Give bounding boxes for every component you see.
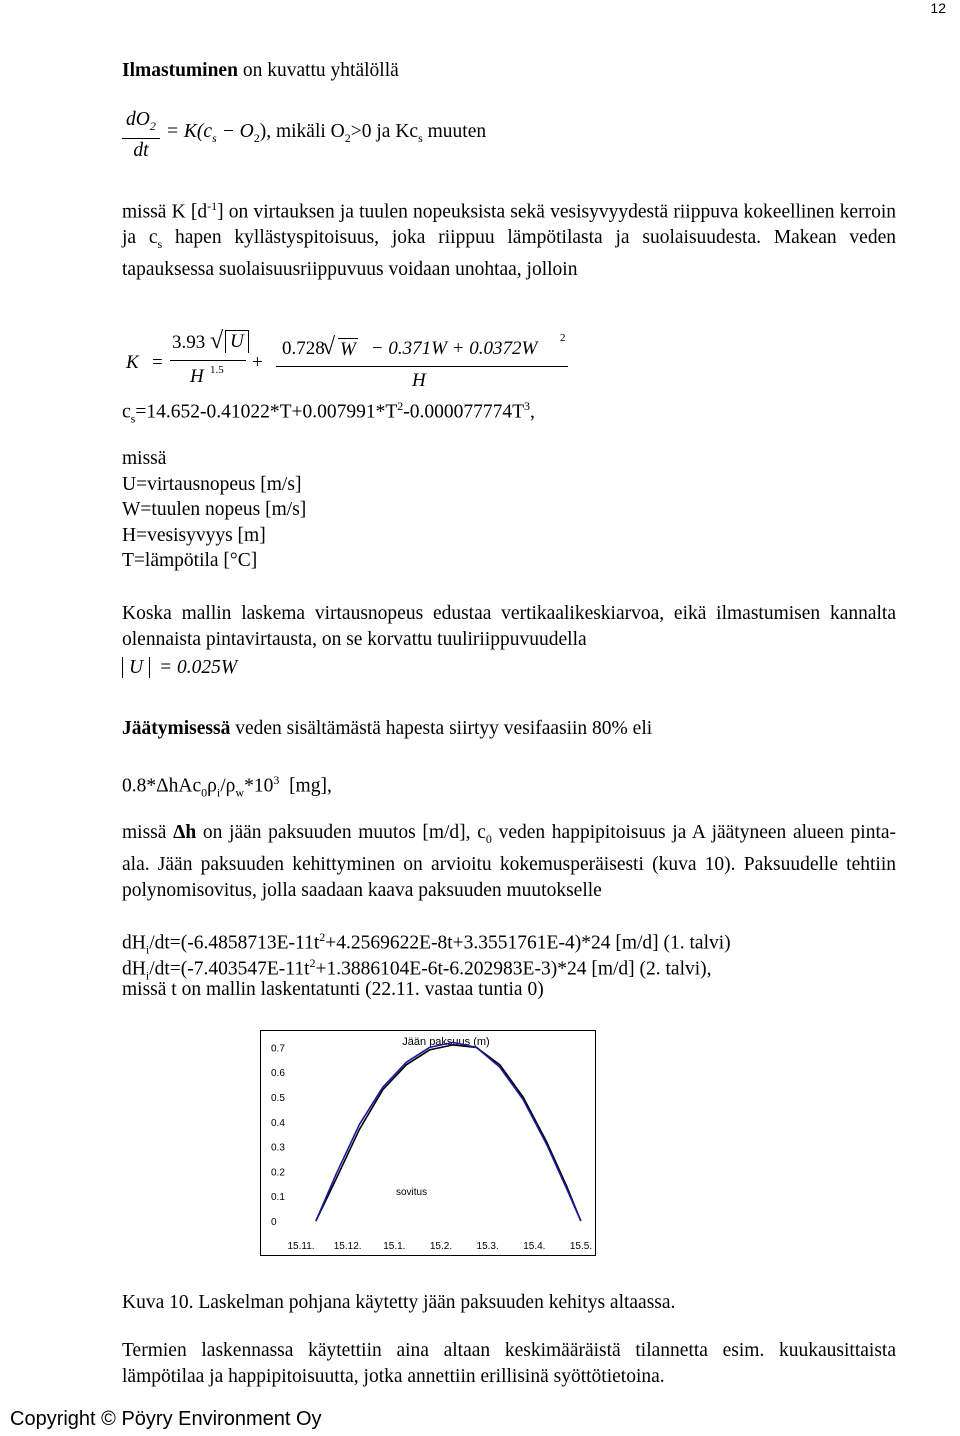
eq1-cond: , mikäli O bbox=[266, 121, 345, 143]
intro-line bbox=[122, 58, 399, 84]
where-item: W=tuulen nopeus [m/s] bbox=[122, 499, 307, 520]
eq3-b-sup: 2 bbox=[397, 399, 404, 413]
eq3-c-sup: 3 bbox=[524, 399, 531, 413]
p4-bold: Δh bbox=[173, 822, 197, 843]
where-item: U=virtausnopeus [m/s] bbox=[122, 473, 302, 495]
p1-a-sup: -1 bbox=[207, 199, 218, 213]
x-tick-label: 15.3. bbox=[476, 1241, 499, 1252]
eq2-t2-a: 0.728 bbox=[282, 338, 325, 359]
eq1-rhs-sub: s bbox=[212, 131, 217, 146]
y-tick-label: 0.7 bbox=[271, 1043, 285, 1055]
equation-3 bbox=[122, 394, 535, 432]
y-tick-label: 0.3 bbox=[271, 1142, 285, 1154]
eq2-t2-line bbox=[276, 366, 568, 367]
eq3-a: c bbox=[122, 401, 131, 423]
eq5-b-sub: i bbox=[216, 785, 221, 800]
p1-b-sub: s bbox=[157, 236, 163, 251]
x-tick-label: 15.4. bbox=[523, 1241, 546, 1252]
eq2-k: K bbox=[126, 352, 139, 373]
eq2-t2-c: − 0.371W + 0.0372W bbox=[366, 338, 538, 359]
footer-copyright: Copyright © Pöyry Environment Oy bbox=[10, 1408, 322, 1430]
eq1-cond-sub2: s bbox=[418, 131, 423, 146]
eq1-cond-end: >0 ja Kc bbox=[350, 121, 419, 143]
page-number: 12 bbox=[930, 0, 946, 16]
eq1-rhs-mid-sub: 2 bbox=[253, 131, 260, 146]
f1-c: +4.2569622E-8t+3.3551761E-4)*24 [m/d] (1. talvi) bbox=[325, 932, 731, 954]
p4-b-sub: 0 bbox=[485, 831, 492, 846]
f1-b-sup: 2 bbox=[319, 930, 326, 944]
p1-a: missä K [d bbox=[122, 201, 208, 223]
eq2-plus: + bbox=[252, 352, 263, 373]
eq3-d: , bbox=[530, 401, 535, 423]
x-tick-label: 15.5. bbox=[569, 1241, 593, 1252]
f2-a-sub: i bbox=[145, 968, 150, 983]
eq2-t1-den: H bbox=[190, 366, 204, 387]
eq1-cond-tail: muuten bbox=[422, 121, 487, 143]
eq4-rest: = 0.025W bbox=[158, 657, 238, 678]
where-block bbox=[122, 446, 306, 574]
figure-caption: Kuva 10. Laskelman pohjana käytetty jään paksuuden kehitys altaassa. bbox=[122, 1292, 676, 1313]
equation-5 bbox=[122, 768, 332, 806]
paragraph-2: Koska mallin laskema virtausnopeus edustaa vertikaalikeskiarvoa, eikä ilmastumisen kannalta olennaista pintavirtausta, on se korvattu tuuliriippuvuudella bbox=[122, 603, 896, 650]
f2-b: /dt=(-7.403547E-11t bbox=[149, 958, 310, 980]
f2-a: dH bbox=[122, 958, 146, 980]
eq1-fraction bbox=[122, 108, 160, 163]
y-tick-label: 0.6 bbox=[271, 1068, 285, 1080]
eq5-a-sub: 0 bbox=[201, 785, 208, 800]
equation-1 bbox=[122, 108, 486, 163]
chart-svg bbox=[261, 1031, 595, 1255]
where-label: missä bbox=[122, 448, 167, 469]
f2-b-sup: 2 bbox=[309, 956, 316, 970]
p4-a: missä bbox=[122, 822, 174, 843]
eq1-num: dO bbox=[126, 109, 150, 130]
eq1-num-sub: 2 bbox=[149, 118, 156, 133]
eq3-c: -0.000077774T bbox=[403, 401, 525, 423]
y-tick-label: 0 bbox=[271, 1217, 277, 1228]
eq2-t1-coef: 3.93 bbox=[172, 332, 206, 353]
y-tick-label: 0.1 bbox=[271, 1192, 285, 1204]
x-tick-label: 15.2. bbox=[429, 1241, 453, 1252]
p1-b: ] on virtauksen ja tuulen nopeuksista sekä vesisyvyydestä riippuva kokeellinen kerroin ja c bbox=[122, 201, 896, 248]
eq3-a-sub: s bbox=[130, 411, 136, 426]
formula-3: missä t on mallin laskentatunti (22.11. vastaa tuntia 0) bbox=[122, 979, 544, 1000]
paragraph-1 bbox=[122, 194, 896, 283]
y-tick-label: 0.2 bbox=[271, 1167, 285, 1179]
y-tick-label: 0.4 bbox=[271, 1117, 285, 1129]
eq1-rhs-a: = K(c bbox=[165, 121, 213, 143]
y-tick-label: 0.5 bbox=[271, 1093, 285, 1104]
eq2-t1-den-sup: 1.5 bbox=[210, 364, 224, 376]
where-item: T=lämpötila [°C] bbox=[122, 550, 258, 571]
chart-title: Jään paksuus (m) bbox=[402, 1036, 490, 1048]
eq2-t2-b: W bbox=[340, 339, 356, 360]
x-tick-label: 15.1. bbox=[383, 1241, 406, 1252]
p4-c: veden happipitoisuus ja A jäätyneen alueen pinta-ala. Jään paksuuden kehittyminen on arvioitu kokemusperäisesti (kuva 10). Paksuudelle tehtiin polynomisovitus, jolla saadaan kaava paksuuden muutokselle bbox=[122, 822, 897, 901]
f1-a-sub: i bbox=[145, 942, 150, 957]
equation-2 bbox=[122, 326, 602, 392]
f2-c: +1.3886104E-6t-6.202983E-3)*24 [m/d] (2. talvi), bbox=[315, 958, 712, 980]
x-tick-label: 15.11. bbox=[287, 1241, 315, 1252]
p3-rest: veden sisältämästä hapesta siirtyy vesifaasiin 80% eli bbox=[230, 718, 653, 739]
x-tick-label: 15.12. bbox=[333, 1241, 362, 1252]
f1-b: /dt=(-6.4858713E-11t bbox=[149, 932, 320, 954]
eq5-e: [mg], bbox=[279, 775, 332, 797]
sqrt-sign-2: √ bbox=[322, 334, 336, 360]
eq3-b: =14.652-0.41022*T+0.007991*T bbox=[135, 401, 398, 423]
eq1-den: dt bbox=[133, 139, 149, 161]
eq5-d-sup: 3 bbox=[273, 773, 280, 787]
where-item: H=vesisyvyys [m] bbox=[122, 524, 266, 546]
p3-bold: Jäätymisessä bbox=[122, 718, 231, 739]
intro-bold: Ilmastuminen bbox=[122, 60, 238, 81]
sqrt-sign-1: √ bbox=[210, 328, 224, 354]
eq2-t1-var: U bbox=[225, 330, 249, 353]
chart-annotation: sovitus bbox=[396, 1187, 428, 1198]
eq5-b: ρ bbox=[207, 775, 217, 797]
equation-4 bbox=[122, 655, 237, 681]
paragraph-4 bbox=[122, 820, 896, 903]
eq5-d: *10 bbox=[244, 775, 274, 797]
eq2-t2-den: H bbox=[412, 370, 426, 391]
eq2-eq: = bbox=[152, 352, 163, 373]
eq1-rhs-end: ) bbox=[259, 121, 267, 143]
eq5-c-sub: w bbox=[235, 785, 245, 800]
eq5-c: /ρ bbox=[220, 775, 236, 797]
eq4-u: U bbox=[122, 657, 150, 678]
eq5-a: 0.8*ΔhAc bbox=[122, 775, 202, 797]
p1-c: hapen kyllästyspitoisuus, joka riippuu lämpötilasta ja suolaisuudesta. Makean veden tapauksessa suolaisuusriippuvuus voidaan unohtaa, jolloin bbox=[122, 227, 896, 281]
eq2-t1-line bbox=[170, 360, 246, 361]
eq2-t2-sup: 2 bbox=[560, 332, 566, 344]
paragraph-3 bbox=[122, 716, 652, 742]
paragraph-5: Termien laskennassa käytettiin aina altaan keskimääräistä tilannetta esim. kuukausittaista lämpötilaa ja happipitoisuutta, jotka annettiin erillisinä syöttötietoina. bbox=[122, 1340, 896, 1387]
ice-thickness-chart bbox=[260, 1030, 596, 1256]
eq1-cond-sub: 2 bbox=[344, 131, 351, 146]
p4-b: on jään paksuuden muutos [m/d], c bbox=[196, 822, 486, 843]
f1-a: dH bbox=[122, 932, 146, 954]
eq1-rhs bbox=[166, 119, 486, 151]
eq1-rhs-mid: − O bbox=[216, 121, 254, 143]
intro-rest: on kuvattu yhtälöllä bbox=[237, 60, 399, 81]
